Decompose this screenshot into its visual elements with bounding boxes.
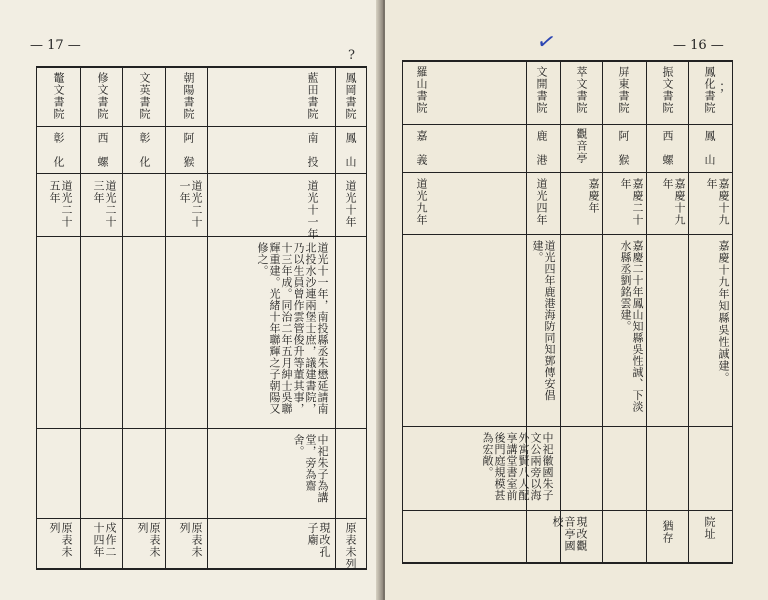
- academy-place: 鳳 山: [344, 132, 357, 168]
- academy-status: 音亭國校: [551, 516, 576, 552]
- academy-name: 文英書院: [138, 72, 151, 120]
- academy-history: 道光四年鹿港海防同知鄧傳安倡建。: [531, 240, 556, 401]
- academy-history: 道光十一年，南投縣丞朱懋延請南北投水沙連兩堡士庶，議建書院，乃以生員曾作雲管俊升等董其事，十三年成。同治二年五月紳士吳聯輝重建。光緒十年聯輝之子朝陽又修之。: [256, 242, 329, 415]
- academy-status: 戍作二十四年: [92, 522, 117, 558]
- academy-year: 道光十年: [344, 180, 357, 228]
- academy-place: 西 螺: [96, 132, 109, 168]
- check-mark-icon: ✓: [534, 28, 558, 57]
- academy-place: 南 投: [306, 132, 319, 168]
- right-page: [385, 0, 768, 600]
- academy-name: 修文書院: [96, 72, 109, 120]
- academy-place: 阿 猴: [617, 130, 630, 166]
- academy-year: 道光二十三年: [92, 180, 117, 228]
- academy-history: 嘉慶十九年知縣吳性誠建。: [717, 240, 730, 384]
- academy-place: 觀音亭: [575, 128, 588, 164]
- academy-place: 嘉 義: [415, 130, 428, 166]
- academy-year: 道光九年: [415, 178, 428, 226]
- academy-year: 嘉慶十九年: [705, 178, 730, 226]
- pencil-mark: ?: [348, 48, 355, 63]
- academy-place: 彰 化: [52, 132, 65, 168]
- academy-status: 原表未列: [48, 522, 73, 558]
- academy-year: 嘉慶二十年: [619, 178, 644, 226]
- pencil-mark: ；: [719, 80, 733, 95]
- academy-name: 鳳化書院: [703, 66, 716, 114]
- academy-note: 中祀朱子為講堂，旁為齋舍。: [292, 434, 329, 503]
- academy-year: 道光四年: [535, 178, 548, 226]
- academy-name: 藍田書院: [306, 72, 319, 120]
- academy-year: 道光十一年: [306, 180, 319, 240]
- academy-name: 振文書院: [661, 66, 674, 114]
- academy-status: 現改孔子廟: [306, 522, 331, 558]
- academy-name: 羅山書院: [415, 66, 428, 114]
- academy-name: 鼇文書院: [52, 72, 65, 120]
- academy-place: 阿 猴: [182, 132, 195, 168]
- academy-place: 西 螺: [661, 130, 674, 166]
- academy-status: 原表未列: [344, 522, 357, 570]
- academy-name: 鳳岡書院: [344, 72, 357, 120]
- page-number: — 16 —: [673, 38, 724, 53]
- left-page: [0, 0, 383, 600]
- academy-status: 原表未列: [136, 522, 161, 558]
- academy-place: 鳳 山: [703, 130, 716, 166]
- academy-history: 嘉慶二十年鳳山知縣吳性誠、下淡水縣丞劉銘雲建。: [619, 240, 644, 413]
- academy-table-right: [385, 0, 768, 600]
- academy-name: 文開書院: [535, 66, 548, 114]
- academy-year: 道光二十五年: [48, 180, 73, 228]
- academy-year: 道光二十一年: [178, 180, 203, 228]
- academy-name: 屏東書院: [617, 66, 630, 114]
- academy-status: 猶存: [661, 520, 674, 544]
- academy-status: 院址: [703, 516, 716, 540]
- academy-year: 嘉慶年: [587, 178, 600, 214]
- academy-place: 彰 化: [138, 132, 151, 168]
- academy-status: 現改觀: [575, 516, 588, 552]
- academy-table-left: [0, 0, 383, 600]
- academy-note: 中祀徽國朱子文公兩旁以海外寓賢八人配享講堂書室前後門庭規模甚為宏敞。: [481, 432, 554, 501]
- academy-name: 朝陽書院: [182, 72, 195, 120]
- page-number: — 17 —: [30, 38, 81, 53]
- academy-status: 原表未列: [178, 522, 203, 558]
- academy-name: 萃文書院: [575, 66, 588, 114]
- academy-place: 鹿 港: [535, 130, 548, 166]
- academy-year: 嘉慶十九年: [661, 178, 686, 226]
